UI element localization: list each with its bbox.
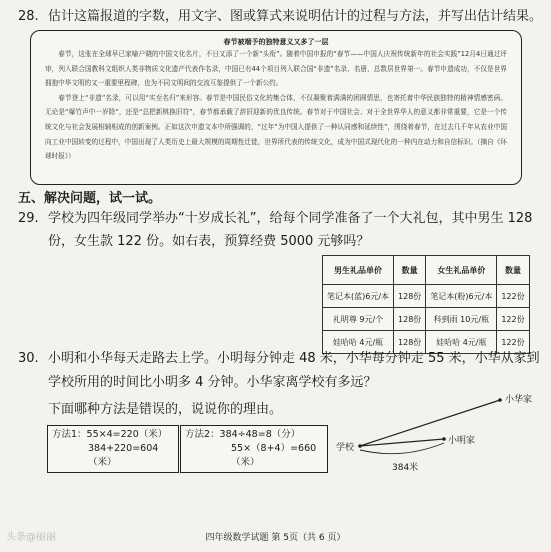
- table-header: 男生礼品单价: [323, 256, 394, 285]
- table-cell: 娃哈哈 4元/瓶: [426, 331, 497, 354]
- news-article-box: [30, 30, 522, 185]
- gift-price-table: [322, 255, 530, 354]
- method-2-step-2: 55×（8+4）=660（米）: [231, 443, 317, 468]
- xiaohua-home-point: [498, 398, 502, 402]
- table-cell: 128份: [394, 331, 426, 354]
- table-row: [323, 285, 530, 308]
- article-paragraph-1: 春节，这张在全球早已家喻户晓的中国文化名片，不日又添了一个新“头衔”。随着中国申报的“春节——中国人庆祝传统新年的社会实践”12月4日通过评审，列入联合国教科文组织人类非物质文化遗产代表作名录，中国已有44个项目列入联合国“非遗”名录、名册，总数居世界第一。春节申遗成功，不仅是世界拥抱中华文明的又一重要里程碑，也为不同文明间的交流互鉴提供了一个新公约。: [45, 50, 507, 88]
- table-cell: 122份: [497, 285, 529, 308]
- q30-line-1: 小明和小华每天走路去上学。小明每分钟走 48 米，小华每分钟走 55 米，小华从家到: [48, 351, 540, 366]
- method-2-step-1: 384÷48=8（分）: [219, 429, 301, 440]
- distance-label: 384米: [392, 463, 419, 473]
- method-1-step-1: 55×4=220（米）: [86, 429, 168, 440]
- xiaohua-home-label: 小华家: [505, 395, 533, 405]
- table-header-row: [323, 256, 530, 285]
- article-paragraph-2: 春节登上“非遗”名录，可以用“实至名归”来形容。春节是中国民俗文化的集合体，不仅凝聚着满满的团圆情思，也寄托着中华民族独特的精神情感密码。无论是“爆竹声中一岁除”，还是“总把新桃换旧符”，春节都承载了辞旧迎新的优良传统。春节对于中国社会、对于全世界华人的意义都非常重要，它是一个传统文化与社会发展相辅相成的创新案例。正如这次申遗文本中所强调的，“过年”为中国人提供了一种认同感和延续性”，围绕着春节，在过去几千年从农业中国向工业中国转变的过程中，中国出现了人类历史上最大规模的周期性迁徙，世界所代表的传统文化，成为中国式现代化的一种内在动力和自信标识。（摘自《环球时报》）: [45, 93, 507, 161]
- section-heading: 五、解决问题，试一试。: [18, 191, 162, 206]
- q30-line-2: 学校所用的时间比小明多 4 分钟。小华家离学校有多远？: [48, 375, 377, 390]
- method-2-box: [180, 425, 328, 473]
- table-cell: 娃哈哈 4元/瓶: [323, 331, 394, 354]
- table-cell: 128份: [394, 285, 426, 308]
- table-header: 数量: [497, 256, 529, 285]
- q28-text: 估计这篇报道的字数，用文字、图或算式来说明估计的过程与方法，并写出估计结果。: [48, 9, 543, 24]
- table-cell: 笔记本(粉)6元/本: [426, 285, 497, 308]
- table-cell: 科到雨 10元/瓶: [426, 308, 497, 331]
- q30-line-3: 下面哪种方法是错误的，说说你的理由。: [48, 402, 283, 417]
- q30-number: 30.: [18, 351, 39, 366]
- q29-line-1: 学校为四年级同学举办“十岁成长礼”，给每个同学准备了一个大礼包，其中男生 128: [48, 211, 533, 226]
- article-body: [45, 47, 507, 164]
- method-1-step-2: 384+220=604（米）: [88, 443, 159, 468]
- table-cell: 礼明尊 9元/个: [323, 308, 394, 331]
- method-1-label: 方法1：: [52, 429, 87, 440]
- q29-number: 29.: [18, 211, 39, 226]
- xiaoming-home-point: [442, 437, 446, 441]
- q28-number: 28.: [18, 9, 39, 24]
- school-label: 学校: [336, 443, 355, 453]
- school-point: [358, 444, 362, 448]
- table-cell: 122份: [497, 331, 529, 354]
- table-header: 数量: [394, 256, 426, 285]
- watermark: 头条@丽丽: [6, 532, 56, 543]
- page-footer: 四年级数学试题 第 5页（共 6 页）: [205, 533, 346, 543]
- school-to-xiaoming-path: [360, 439, 444, 446]
- school-to-xiaohua-path: [360, 400, 500, 446]
- table-header: 女生礼品单价: [426, 256, 497, 285]
- q29-line-2: 份，女生款 122 份。如右表，预算经费 5000 元够吗？: [48, 234, 370, 249]
- method-2-label: 方法2：: [185, 429, 220, 440]
- xiaoming-home-label: 小明家: [448, 436, 476, 446]
- table-cell: 笔记本(蓝)6元/本: [323, 285, 394, 308]
- article-title: 春节被端予的独特意义又多了一层: [223, 38, 329, 46]
- table-row: [323, 308, 530, 331]
- method-1-box: [47, 425, 179, 473]
- table-cell: 122份: [497, 308, 529, 331]
- table-cell: 128份: [394, 308, 426, 331]
